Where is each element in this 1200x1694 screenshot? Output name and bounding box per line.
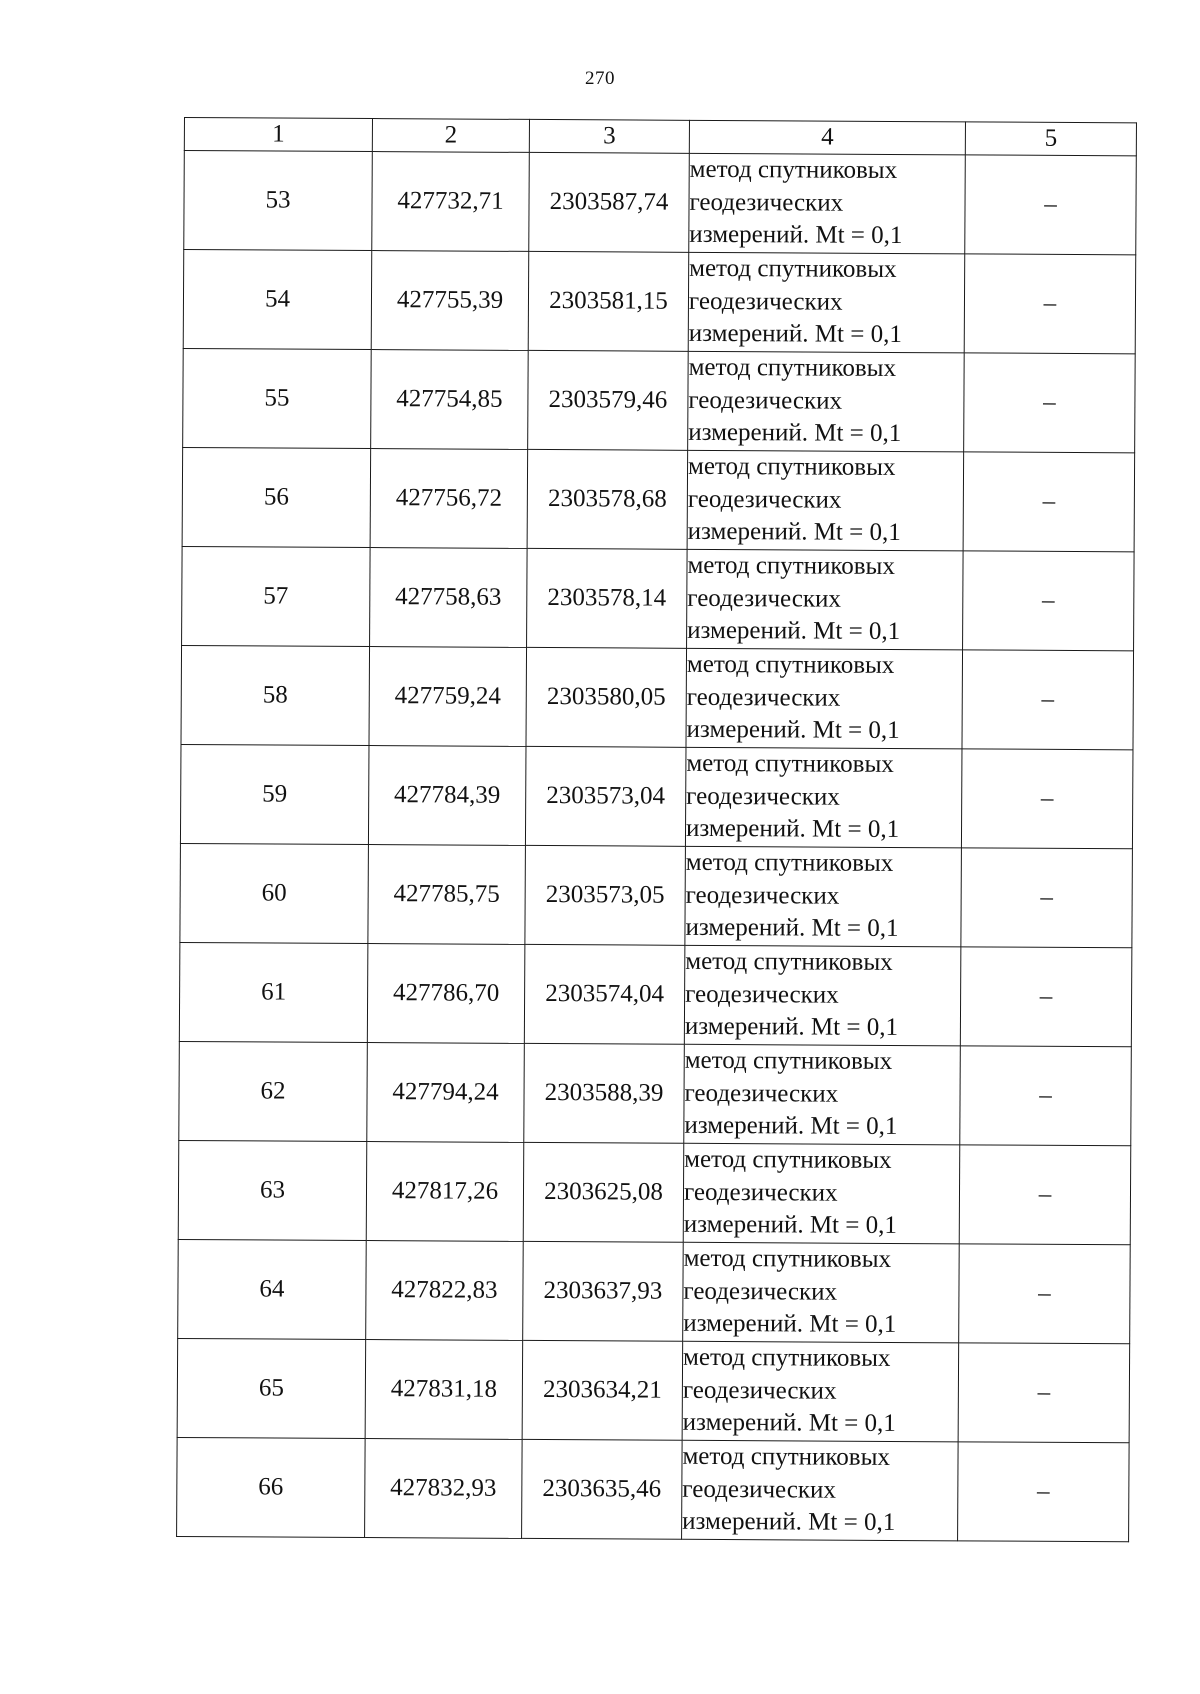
y-coordinate-cell: 2303634,21 xyxy=(522,1340,683,1440)
x-coordinate-cell: 427784,39 xyxy=(368,746,526,846)
table-row xyxy=(182,546,1135,650)
method-line: измерений. Mt = 0,1 xyxy=(686,716,900,745)
header-cell-2: 2 xyxy=(372,119,529,153)
table-body xyxy=(177,118,1137,1542)
method-cell xyxy=(683,1143,960,1244)
method-line: геодезических xyxy=(686,683,841,712)
method-line: метод спутниковых xyxy=(689,255,897,284)
y-coordinate-cell: 2303637,93 xyxy=(523,1241,684,1341)
note-cell: – xyxy=(958,1442,1130,1542)
coordinates-table xyxy=(176,117,1137,1542)
method-line: геодезических xyxy=(686,782,840,811)
note-cell: – xyxy=(962,650,1134,750)
note-cell: – xyxy=(958,1343,1130,1443)
method-cell xyxy=(683,1242,960,1343)
table-row xyxy=(183,250,1136,354)
method-cell xyxy=(684,1044,961,1145)
method-line: геодезических xyxy=(683,1277,838,1306)
method-line: геодезических xyxy=(688,287,843,316)
method-cell xyxy=(686,648,963,749)
x-coordinate-cell: 427785,75 xyxy=(368,845,526,945)
note-cell: – xyxy=(963,452,1135,552)
point-number-cell: 63 xyxy=(178,1140,367,1240)
y-coordinate-cell: 2303578,68 xyxy=(527,449,688,549)
note-cell: – xyxy=(965,155,1137,255)
point-number-cell: 53 xyxy=(184,151,373,251)
method-line: метод спутниковых xyxy=(689,156,898,185)
y-coordinate-cell: 2303573,05 xyxy=(525,845,686,945)
method-line: геодезических xyxy=(689,188,844,217)
method-line: метод спутниковых xyxy=(682,1443,891,1472)
table-row xyxy=(179,1041,1132,1145)
method-line: метод спутниковых xyxy=(686,651,895,680)
method-cell xyxy=(688,252,965,353)
method-line: метод спутниковых xyxy=(683,1245,892,1274)
table-row xyxy=(181,645,1134,749)
table-row xyxy=(177,1338,1130,1442)
y-coordinate-cell: 2303579,46 xyxy=(528,350,689,450)
note-cell: – xyxy=(959,1145,1131,1245)
note-cell: – xyxy=(961,848,1133,948)
x-coordinate-cell: 427817,26 xyxy=(366,1142,524,1242)
point-number-cell: 64 xyxy=(178,1239,367,1339)
method-cell xyxy=(689,153,966,254)
method-line: геодезических xyxy=(682,1475,837,1504)
method-line: геодезических xyxy=(687,584,841,613)
method-line: измерений. Mt = 0,1 xyxy=(687,518,901,547)
method-line: метод спутниковых xyxy=(683,1344,891,1373)
header-cell-5: 5 xyxy=(965,122,1136,156)
note-cell: – xyxy=(963,551,1135,651)
note-cell: – xyxy=(959,1244,1131,1344)
y-coordinate-cell: 2303574,04 xyxy=(524,944,685,1044)
method-line: измерений. Mt = 0,1 xyxy=(688,419,902,448)
note-cell: – xyxy=(961,749,1133,849)
method-line: метод спутниковых xyxy=(686,750,894,779)
x-coordinate-cell: 427756,72 xyxy=(370,449,528,549)
method-line: геодезических xyxy=(685,881,840,910)
coordinates-table-container xyxy=(176,117,1136,1542)
y-coordinate-cell: 2303588,39 xyxy=(524,1043,685,1143)
note-cell: – xyxy=(960,947,1132,1047)
y-coordinate-cell: 2303581,15 xyxy=(528,251,689,351)
x-coordinate-cell: 427755,39 xyxy=(371,251,529,351)
point-number-cell: 62 xyxy=(179,1041,368,1141)
method-line: геодезических xyxy=(688,386,843,415)
method-line: измерений. Mt = 0,1 xyxy=(684,1112,898,1141)
method-cell xyxy=(685,846,962,947)
method-cell xyxy=(688,351,965,452)
point-number-cell: 54 xyxy=(183,250,372,350)
table-header-row xyxy=(184,118,1136,156)
method-line: метод спутниковых xyxy=(685,849,894,878)
table-row xyxy=(178,1140,1131,1244)
note-cell: – xyxy=(964,353,1136,453)
method-line: метод спутниковых xyxy=(687,552,895,581)
x-coordinate-cell: 427754,85 xyxy=(371,350,529,450)
method-line: измерений. Mt = 0,1 xyxy=(685,914,899,943)
method-line: геодезических xyxy=(687,485,842,514)
method-line: измерений. Mt = 0,1 xyxy=(683,1310,897,1339)
x-coordinate-cell: 427822,83 xyxy=(366,1241,524,1341)
point-number-cell: 57 xyxy=(182,546,371,646)
method-line: геодезических xyxy=(682,1376,837,1405)
x-coordinate-cell: 427832,93 xyxy=(365,1439,523,1539)
method-line: измерений. Mt = 0,1 xyxy=(687,617,901,646)
x-coordinate-cell: 427732,71 xyxy=(372,152,530,252)
table-row xyxy=(179,942,1132,1046)
method-cell xyxy=(682,1341,959,1442)
table-row xyxy=(184,151,1137,255)
method-line: метод спутниковых xyxy=(688,354,897,383)
header-cell-4: 4 xyxy=(689,120,965,155)
point-number-cell: 56 xyxy=(182,447,371,547)
point-number-cell: 66 xyxy=(177,1437,366,1537)
x-coordinate-cell: 427758,63 xyxy=(370,548,528,648)
point-number-cell: 55 xyxy=(183,348,372,448)
method-cell xyxy=(687,549,964,650)
y-coordinate-cell: 2303573,04 xyxy=(525,746,686,846)
table-row xyxy=(180,744,1133,848)
method-line: геодезических xyxy=(683,1178,838,1207)
table-row xyxy=(177,1437,1130,1541)
method-cell xyxy=(682,1440,959,1541)
method-line: измерений. Mt = 0,1 xyxy=(685,815,900,844)
method-line: метод спутниковых xyxy=(684,1047,893,1076)
y-coordinate-cell: 2303580,05 xyxy=(526,647,687,747)
header-cell-3: 3 xyxy=(529,119,689,153)
method-line: измерений. Mt = 0,1 xyxy=(688,320,902,349)
page-number: 270 xyxy=(585,68,615,89)
y-coordinate-cell: 2303625,08 xyxy=(523,1142,684,1242)
x-coordinate-cell: 427794,24 xyxy=(367,1043,525,1143)
method-cell xyxy=(685,747,962,848)
note-cell: – xyxy=(960,1046,1132,1146)
point-number-cell: 58 xyxy=(181,645,370,745)
header-cell-1: 1 xyxy=(184,118,372,152)
point-number-cell: 59 xyxy=(180,744,369,844)
method-line: измерений. Mt = 0,1 xyxy=(684,1013,899,1042)
point-number-cell: 60 xyxy=(180,843,369,943)
x-coordinate-cell: 427831,18 xyxy=(365,1340,523,1440)
method-line: измерений. Mt = 0,1 xyxy=(689,221,903,250)
table-row xyxy=(180,843,1133,947)
method-line: метод спутниковых xyxy=(687,453,896,482)
y-coordinate-cell: 2303635,46 xyxy=(522,1439,683,1539)
x-coordinate-cell: 427759,24 xyxy=(369,647,527,747)
method-line: измерений. Mt = 0,1 xyxy=(682,1508,896,1537)
method-cell xyxy=(687,450,964,551)
method-line: геодезических xyxy=(684,1079,839,1108)
method-line: измерений. Mt = 0,1 xyxy=(682,1409,896,1438)
point-number-cell: 61 xyxy=(179,942,368,1042)
method-line: геодезических xyxy=(685,980,839,1009)
table-row xyxy=(178,1239,1131,1343)
table-row xyxy=(183,348,1136,452)
table-row xyxy=(182,447,1135,551)
y-coordinate-cell: 2303578,14 xyxy=(527,548,688,648)
method-line: измерений. Mt = 0,1 xyxy=(683,1211,897,1240)
x-coordinate-cell: 427786,70 xyxy=(367,944,525,1044)
y-coordinate-cell: 2303587,74 xyxy=(529,152,690,252)
method-line: метод спутниковых xyxy=(685,948,893,977)
method-cell xyxy=(684,945,961,1046)
note-cell: – xyxy=(964,254,1136,354)
point-number-cell: 65 xyxy=(177,1338,366,1438)
method-line: метод спутниковых xyxy=(684,1146,892,1175)
